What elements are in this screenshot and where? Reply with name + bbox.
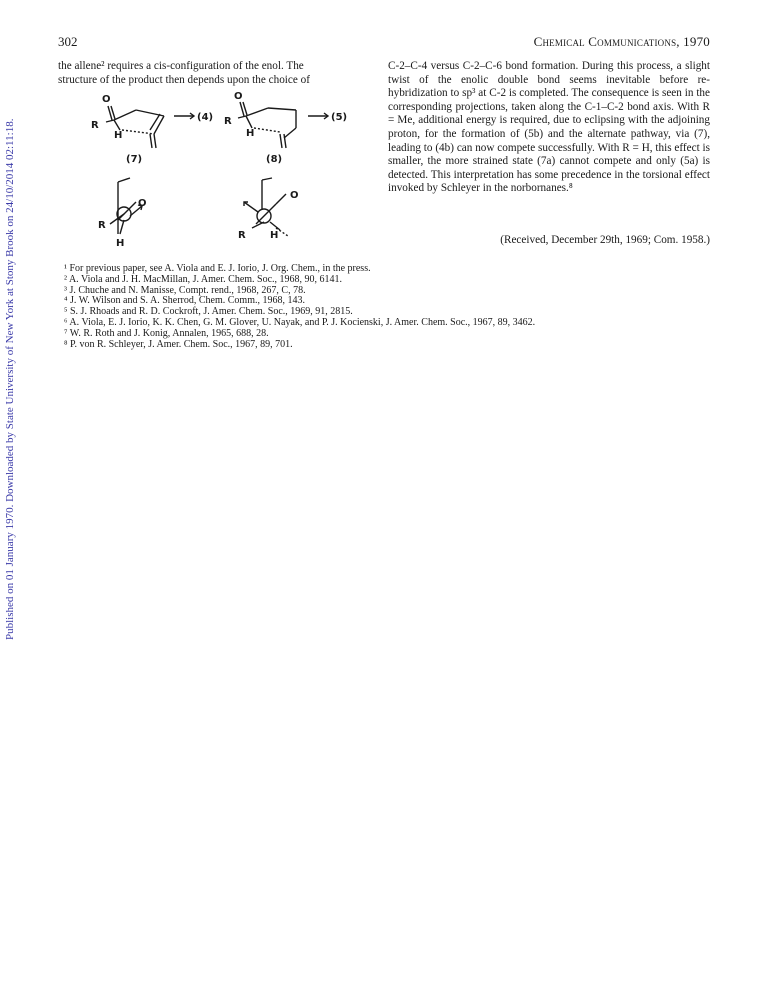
structures-svg: [58, 86, 376, 256]
fig8-oxygen-label: O: [234, 91, 243, 102]
proj2-r-label: R: [238, 230, 246, 241]
reference-item: ⁷ W. R. Roth and J. Konig, Annalen, 1965, 688, 28.: [64, 327, 269, 339]
reference-item: ⁸ P. von R. Schleyer, J. Amer. Chem. Soc., 1967, 89, 701.: [64, 338, 293, 350]
left-column-text: [58, 60, 376, 87]
proj1-oxygen-label: O: [138, 198, 147, 209]
page-header: [58, 34, 710, 52]
chemical-structures-figure: [58, 86, 376, 256]
received-date: (Received, December 29th, 1969; Com. 1958.): [500, 234, 710, 246]
page-number: 302: [58, 34, 78, 49]
proj1-h-label: H: [116, 238, 125, 249]
reference-item: ⁵ S. J. Rhoads and R. D. Cockroft, J. Amer. Chem. Soc., 1969, 91, 2815.: [64, 306, 353, 318]
left-text-line-2: structure of the product then depends upon the choice of: [58, 73, 310, 86]
references-list: [64, 264, 704, 350]
fig8-h-label: H: [246, 128, 255, 139]
compound-8-label: (8): [266, 154, 283, 165]
compound-7-label: (7): [126, 154, 143, 165]
proj2-h-label: H: [270, 230, 279, 241]
arrow-target-4: (4): [197, 112, 214, 123]
reference-item: ⁶ A. Viola, E. J. Iorio, K. K. Chen, G. M. Glover, U. Nayak, and P. J. Kocienski, J. Amer. Chem. Soc., 1967, 89, 3462.: [64, 316, 536, 328]
proj2-oxygen-label: O: [290, 190, 299, 201]
arrow-target-5: (5): [331, 112, 348, 123]
reference-item: ³ J. Chuche and N. Manisse, Compt. rend., 1968, 267, C, 78.: [64, 284, 306, 296]
fig8-r-label: R: [224, 116, 232, 127]
right-column-text: [388, 60, 710, 196]
download-notice-link[interactable]: Published on 01 January 1970. Downloaded by State University of New York at Stony Brook on 24/10/2014 02:11:18.: [4, 118, 16, 640]
proj1-r-label: R: [98, 220, 106, 231]
reference-item: ¹ For previous paper, see A. Viola and E. J. Iorio, J. Org. Chem., in the press.: [64, 263, 371, 274]
left-text-line-1: the allene² requires a cis-configuration of the enol. The: [58, 60, 304, 72]
fig7-oxygen-label: O: [102, 94, 111, 105]
reference-item: ⁴ J. W. Wilson and S. A. Sherrod, Chem. Comm., 1968, 143.: [64, 295, 305, 307]
fig7-h-label: H: [114, 130, 123, 141]
journal-title: Chemical Communications, 1970: [533, 34, 710, 49]
fig7-r-label: R: [91, 120, 99, 131]
reference-item: ² A. Viola and J. H. MacMillan, J. Amer. Chem. Soc., 1968, 90, 6141.: [64, 273, 343, 285]
body-paragraph: C-2–C-4 versus C-2–C-6 bond formation. During this process, a slight twist of the enolic double bond seems inevitable before re-hybridization to sp³ at C-2 is completed. The consequence is seen in the corresponding projections, taken along the C-1–C-2 bond axis. With R = Me, additional energy is required, due to eclipsing with the adjoining proton, for the formation of (5b) and the alternate pathway, via (7), leading to (4b) can now compete successfully. With R = H, this effect is smaller, the more strained state (7a) cannot compete and only (5a) is detected. This interpretation has some precedence in the torsional effect invoked by Schleyer in the norbornanes.⁸: [388, 60, 710, 195]
